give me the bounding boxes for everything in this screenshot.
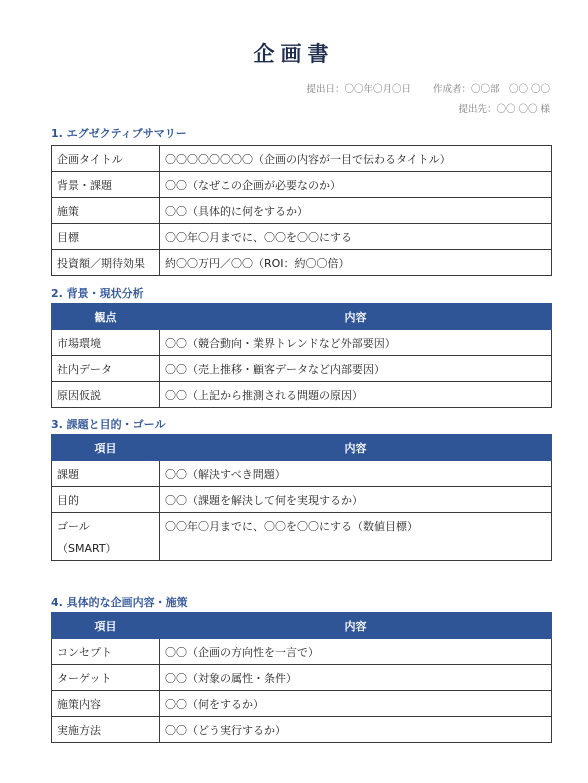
row-label: 投資額／期待効果: [52, 250, 160, 276]
row-label: 社内データ: [52, 356, 160, 382]
section4-title: 4. 具体的な企画内容・施策: [51, 596, 188, 609]
row-label: 企画タイトル: [52, 146, 160, 172]
section3-title: 3. 課題と目的・ゴール: [51, 418, 166, 431]
row-value: 約〇〇万円／〇〇（ROI：約〇〇倍）: [160, 250, 552, 276]
summary-table: [51, 145, 552, 276]
row-value: 〇〇（企画の方向性を一言で）: [160, 639, 552, 665]
table-row: [52, 461, 552, 487]
row-label: 原因仮説: [52, 382, 160, 408]
table-row: [52, 665, 552, 691]
section1-title: 1. エグゼクティブサマリー: [51, 127, 187, 140]
table-row: [52, 513, 552, 561]
row-label: 施策内容: [52, 691, 160, 717]
goal-label-sub: （SMART）: [57, 542, 117, 555]
submit-date: 提出日：〇〇年〇月〇日: [306, 84, 411, 95]
row-value: 〇〇（売上推移・顧客データなど内部要因）: [160, 356, 552, 382]
table-row: [52, 487, 552, 513]
section2-title: 2. 背景・現状分析: [51, 287, 144, 300]
column-header: 内容: [160, 435, 552, 461]
row-value: 〇〇（対象の属性・条件）: [160, 665, 552, 691]
row-label: 実施方法: [52, 717, 160, 743]
table-header-row: [52, 304, 552, 330]
table-row: [52, 717, 552, 743]
plan-table: [51, 612, 552, 743]
row-value: 〇〇（どう実行するか）: [160, 717, 552, 743]
row-value: 〇〇（何をするか）: [160, 691, 552, 717]
row-label: 施策: [52, 198, 160, 224]
row-label: [52, 513, 160, 561]
goal-table: [51, 434, 552, 561]
table-header-row: [52, 435, 552, 461]
table-row: [52, 356, 552, 382]
row-value: 〇〇（なぜこの企画が必要なのか）: [160, 172, 552, 198]
column-header: 内容: [160, 613, 552, 639]
row-value: 〇〇年〇月までに、〇〇を〇〇にする: [160, 224, 552, 250]
table-row: [52, 382, 552, 408]
document-meta: [306, 81, 550, 95]
table-header-row: [52, 613, 552, 639]
analysis-table: [51, 303, 552, 408]
row-value: 〇〇年〇月までに、〇〇を〇〇にする（数値目標）: [160, 513, 552, 561]
author: 作成者：〇〇部 〇〇 〇〇: [432, 84, 550, 95]
row-value: 〇〇〇〇〇〇〇〇（企画の内容が一目で伝わるタイトル）: [160, 146, 552, 172]
column-header: 項目: [52, 435, 160, 461]
row-label: 目的: [52, 487, 160, 513]
table-row: [52, 250, 552, 276]
table-row: [52, 691, 552, 717]
row-value: 〇〇（解決すべき問題）: [160, 461, 552, 487]
row-value: 〇〇（課題を解決して何を実現するか）: [160, 487, 552, 513]
recipient: 提出先：〇〇 〇〇 様: [458, 104, 550, 115]
row-label: 課題: [52, 461, 160, 487]
document-title: 企画書: [253, 42, 335, 66]
column-header: 内容: [160, 304, 552, 330]
table-row: [52, 639, 552, 665]
row-value: 〇〇（具体的に何をするか）: [160, 198, 552, 224]
goal-label: ゴール: [57, 520, 90, 533]
table-row: [52, 330, 552, 356]
column-header: 観点: [52, 304, 160, 330]
table-row: [52, 224, 552, 250]
table-row: [52, 172, 552, 198]
row-label: 目標: [52, 224, 160, 250]
row-value: 〇〇（上記から推測される問題の原因）: [160, 382, 552, 408]
table-row: [52, 146, 552, 172]
row-label: コンセプト: [52, 639, 160, 665]
row-label: 背景・課題: [52, 172, 160, 198]
column-header: 項目: [52, 613, 160, 639]
row-label: ターゲット: [52, 665, 160, 691]
row-label: 市場環境: [52, 330, 160, 356]
row-value: 〇〇（競合動向・業界トレンドなど外部要因）: [160, 330, 552, 356]
table-row: [52, 198, 552, 224]
